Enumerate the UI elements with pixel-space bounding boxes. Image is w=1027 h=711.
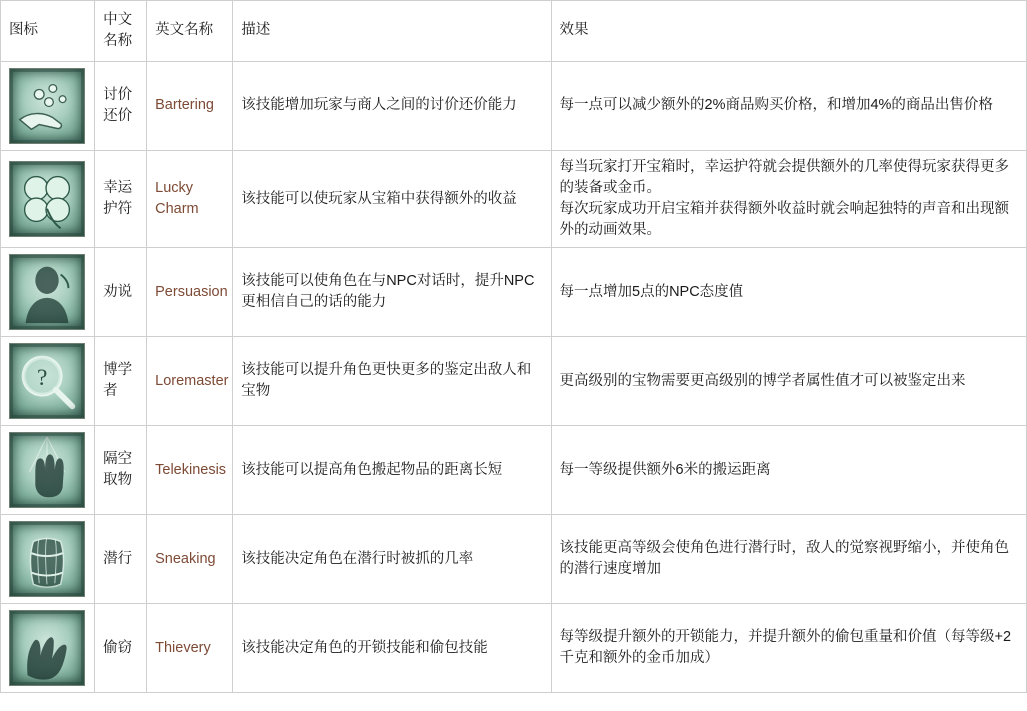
persuasion-speaker-icon bbox=[9, 254, 85, 330]
description: 该技能决定角色的开锁技能和偷包技能 bbox=[233, 604, 551, 693]
description: 该技能增加玩家与商人之间的讨价还价能力 bbox=[233, 62, 551, 151]
chinese-name: 讨价还价 bbox=[95, 62, 147, 151]
effect bbox=[551, 151, 1027, 248]
icon-cell bbox=[1, 426, 95, 515]
chinese-name: 劝说 bbox=[95, 248, 147, 337]
effect bbox=[551, 337, 1027, 426]
description: 该技能决定角色在潜行时被抓的几率 bbox=[233, 515, 551, 604]
icon-cell bbox=[1, 515, 95, 604]
table-row bbox=[1, 426, 1027, 515]
effect-line: 每一等级提供额外6米的搬运距离 bbox=[559, 461, 771, 478]
english-name: Bartering bbox=[147, 62, 233, 151]
english-name: Lucky Charm bbox=[147, 151, 233, 248]
header-icon: 图标 bbox=[1, 1, 95, 62]
bartering-hand-coins-icon bbox=[9, 68, 85, 144]
chinese-name: 偷窃 bbox=[95, 604, 147, 693]
effect-line: 每等级提升额外的开锁能力，并提升额外的偷包重量和价值（每等级+2千克和额外的金币加成） bbox=[559, 629, 1012, 667]
icon-cell bbox=[1, 248, 95, 337]
chinese-name: 隔空取物 bbox=[95, 426, 147, 515]
icon-cell bbox=[1, 151, 95, 248]
telekinesis-hand-icon bbox=[9, 432, 85, 508]
effect-line: 更高级别的宝物需要更高级别的博学者属性值才可以被鉴定出来 bbox=[559, 372, 966, 389]
header-english-name: 英文名称 bbox=[147, 1, 233, 62]
table-row bbox=[1, 62, 1027, 151]
svg-text:?: ? bbox=[36, 364, 48, 391]
table-header-row bbox=[1, 1, 1027, 62]
effect-line: 每一点增加5点的NPC态度值 bbox=[559, 283, 744, 300]
icon-cell bbox=[1, 337, 95, 426]
description: 该技能可以使玩家从宝箱中获得额外的收益 bbox=[233, 151, 551, 248]
description: 该技能可以提高角色搬起物品的距离长短 bbox=[233, 426, 551, 515]
effect bbox=[551, 426, 1027, 515]
icon-cell bbox=[1, 604, 95, 693]
icon-cell bbox=[1, 62, 95, 151]
table-row bbox=[1, 337, 1027, 426]
table-row bbox=[1, 248, 1027, 337]
header-description: 描述 bbox=[233, 1, 551, 62]
chinese-name: 博学者 bbox=[95, 337, 147, 426]
header-effect: 效果 bbox=[551, 1, 1027, 62]
table-row bbox=[1, 515, 1027, 604]
table-row bbox=[1, 151, 1027, 248]
effect-line: 每当玩家打开宝箱时，幸运护符就会提供额外的几率使得玩家获得更多的装备或金币。 bbox=[559, 159, 1009, 197]
effect-line: 该技能更高等级会使角色进行潜行时，敌人的觉察视野缩小，并使角色的潜行速度增加 bbox=[559, 540, 1009, 578]
description: 该技能可以使角色在与NPC对话时，提升NPC更相信自己的话的能力 bbox=[233, 248, 551, 337]
header-chinese-name: 中文名称 bbox=[95, 1, 147, 62]
english-name: Loremaster bbox=[147, 337, 233, 426]
effect-line: 每次玩家成功开启宝箱并获得额外收益时就会响起独特的声音和出现额外的动画效果。 bbox=[559, 201, 1009, 239]
description: 该技能可以提升角色更快更多的鉴定出敌人和宝物 bbox=[233, 337, 551, 426]
sneaking-barrel-icon bbox=[9, 521, 85, 597]
effect-line: 每一点可以减少额外的2%商品购买价格，和增加4%的商品出售价格 bbox=[559, 97, 993, 114]
chinese-name: 幸运护符 bbox=[95, 151, 147, 248]
effect bbox=[551, 62, 1027, 151]
english-name: Telekinesis bbox=[147, 426, 233, 515]
effect bbox=[551, 248, 1027, 337]
loremaster-question-icon bbox=[9, 343, 85, 419]
english-name: Thievery bbox=[147, 604, 233, 693]
chinese-name: 潜行 bbox=[95, 515, 147, 604]
thievery-hands-icon bbox=[9, 610, 85, 686]
english-name: Sneaking bbox=[147, 515, 233, 604]
effect bbox=[551, 604, 1027, 693]
english-name: Persuasion bbox=[147, 248, 233, 337]
table-row bbox=[1, 604, 1027, 693]
effect bbox=[551, 515, 1027, 604]
lucky-charm-clover-icon bbox=[9, 161, 85, 237]
